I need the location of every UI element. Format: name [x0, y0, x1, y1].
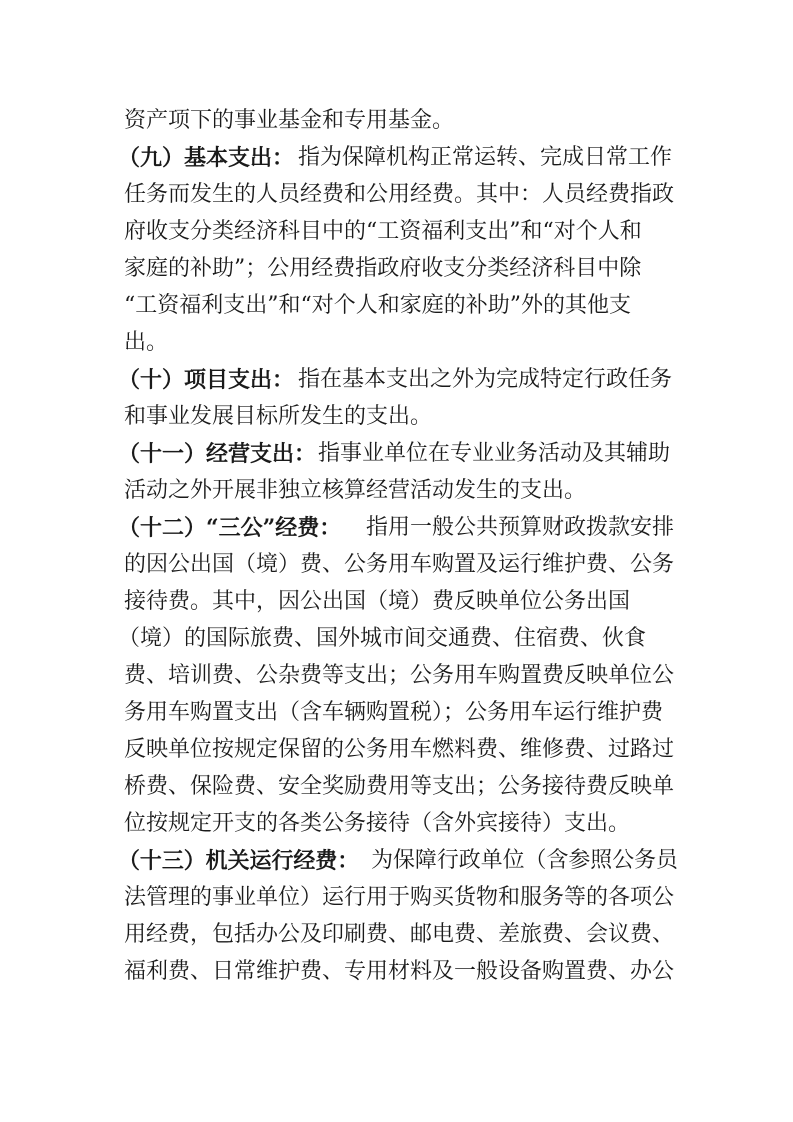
line-text: “工资福利支出”和“对个人和家庭的补助”外的其他支: [124, 293, 631, 318]
paragraph-line: [0, 140, 793, 176]
paragraph-line: [0, 917, 793, 953]
line-text: 务用车购置支出（含车辆购置税）；公务用车运行维护费: [124, 700, 664, 725]
line-text: 福利费、日常维护费、专用材料及一般设备购置费、办公: [124, 959, 675, 984]
line-text: 指用一般公共预算财政拨款安排: [366, 515, 675, 540]
line-text: 资产项下的事业基金和专用基金。: [124, 108, 455, 133]
paragraph-line: [0, 547, 793, 583]
paragraph-line: [0, 732, 793, 768]
section-heading-9: （九）基本支出：: [118, 145, 295, 171]
paragraph-line: [0, 436, 793, 472]
paragraph-line: [0, 251, 793, 287]
paragraph-line: [0, 362, 793, 398]
line-text: 为保障行政单位（含参照公务员: [371, 848, 678, 873]
line-text: 用经费，包括办公及印刷费、邮电费、差旅费、会议费、: [124, 922, 675, 947]
line-text: 指在基本支出之外为完成特定行政任务: [298, 367, 673, 392]
paragraph-line: [0, 103, 793, 139]
line-text: 府收支分类经济科目中的“工资福利支出”和“对个人和: [124, 219, 642, 244]
paragraph-line: [0, 769, 793, 805]
line-text: 桥费、保险费、安全奖励费用等支出；公务接待费反映单: [124, 774, 675, 799]
line-text: 活动之外开展非独立核算经营活动发生的支出。: [124, 478, 587, 503]
paragraph-line: [0, 510, 793, 546]
section-heading-10: （十）项目支出：: [118, 367, 295, 393]
line-text: 位按规定开支的各类公务接待（含外宾接待）支出。: [124, 811, 631, 836]
section-heading-12: （十二）“三公”经费：: [118, 515, 342, 541]
paragraph-line: [0, 473, 793, 509]
paragraph-line: [0, 954, 793, 990]
line-text: 指事业单位在专业业务活动及其辅助: [318, 441, 671, 466]
line-text: 费、培训费、公杂费等支出；公务用车购置费反映单位公: [124, 663, 675, 688]
line-text: 指为保障机构正常运转、完成日常工作: [298, 145, 673, 170]
paragraph-line: [0, 177, 793, 213]
paragraph-line: [0, 288, 793, 324]
line-text: 法管理的事业单位）运行用于购买货物和服务等的各项公: [124, 885, 675, 910]
paragraph-line: [0, 806, 793, 842]
paragraph-line: [0, 399, 793, 435]
paragraph-line: [0, 325, 793, 361]
line-text: 的因公出国（境）费、公务用车购置及运行维护费、公务: [124, 552, 675, 577]
line-text: 接待费。其中，因公出国（境）费反映单位公务出国: [124, 589, 631, 614]
line-text: 反映单位按规定保留的公务用车燃料费、维修费、过路过: [124, 737, 675, 762]
paragraph-line: [0, 214, 793, 250]
line-text: 任务而发生的人员经费和公用经费。其中：人员经费指政: [124, 182, 675, 207]
paragraph-line: [0, 621, 793, 657]
section-heading-13: （十三）机关运行经费：: [118, 848, 360, 874]
line-text: 和事业发展目标所发生的支出。: [124, 404, 433, 429]
paragraph-line: [0, 843, 790, 879]
line-text: 家庭的补助”；公用经费指政府收支分类经济科目中除: [124, 256, 642, 281]
section-heading-11: （十一）经营支出：: [118, 441, 317, 467]
line-text: 出。: [124, 330, 169, 355]
line-text: （境）的国际旅费、国外城市间交通费、住宿费、伙食: [118, 626, 647, 651]
paragraph-line: [0, 695, 793, 731]
paragraph-line: [0, 658, 793, 694]
paragraph-line: [0, 584, 793, 620]
paragraph-line: [0, 880, 793, 916]
